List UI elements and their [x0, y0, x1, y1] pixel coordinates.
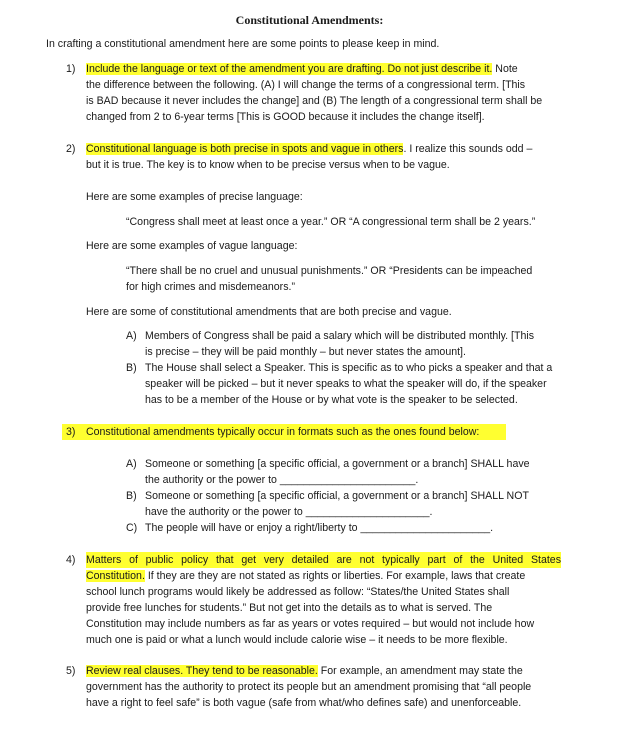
- vague-example-line-1: “There shall be no cruel and unusual punishments.” OR “Presidents can be impeached: [126, 265, 533, 277]
- point-4-line-3: school lunch programs would likely be addressed as follow: “States/the United States shall: [86, 586, 510, 598]
- point-1-line-3: is BAD because it never includes the change] and (B) The length of a congressional term shall be: [86, 95, 543, 107]
- point-4-line-6: much one is paid or what a lunch would include calorie wise – it needs to be more flexible.: [86, 634, 508, 646]
- example-a-label: A): [126, 330, 137, 342]
- both-intro: Here are some of constitutional amendments that are both precise and vague.: [86, 306, 452, 318]
- vague-intro: Here are some examples of vague language:: [86, 240, 298, 252]
- point-4-line-5: Constitution may include numbers as far as years or votes required – but would not include how: [86, 618, 535, 630]
- point-1-highlight: Include the language or text of the amendment you are drafting. Do not just describe it.: [86, 63, 493, 75]
- point-4-highlight-line-1: Matters of public policy that get very detailed are not typically part of the United States: [86, 554, 561, 566]
- point-2-number: 2): [66, 143, 76, 155]
- example-b-line-3: has to be a member of the House or by what vote is the speaker to be selected.: [145, 394, 518, 406]
- point-1-line-1: Include the language or text of the amendment you are drafting. Do not just describe it. Note: [86, 63, 518, 75]
- point-4-highlight-line-2: Constitution.: [86, 570, 145, 582]
- example-a-line-1: Members of Congress shall be paid a salary which will be distributed monthly. [This: [145, 330, 534, 342]
- point-3-number: 3): [66, 426, 76, 438]
- point-5-line-3: have a right to feel safe” is both vague (safe from what/who defines safe) and unenforceable.: [86, 697, 522, 709]
- precise-example: “Congress shall meet at least once a year.” OR “A congressional term shall be 2 years.”: [126, 216, 536, 228]
- point-1-line-2: the difference between the following. (A) I will change the terms of a congressional term. [This: [86, 79, 526, 91]
- example-b-line-2: speaker will be picked – but it never speaks to what the speaker will do, if the speaker: [145, 378, 547, 390]
- point-2-line-2: but it is true. The key is to know when to be precise versus when to be vague.: [86, 159, 450, 171]
- format-a-line-1: Someone or something [a specific official, a government or a branch] SHALL have: [145, 458, 530, 470]
- example-b-line-1: The House shall select a Speaker. This is specific as to who picks a speaker and that a: [145, 362, 553, 374]
- point-4-line-2: Constitution. If they are they are not stated as rights or liberties. For example, laws that create: [86, 570, 526, 582]
- point-1-line-4: changed from 2 to 6-year terms [This is GOOD because it includes the change itself].: [86, 111, 485, 123]
- point-5-line-2: government has the authority to protect its people but an amendment promising that “all people: [86, 681, 532, 693]
- format-a-label: A): [126, 458, 137, 470]
- format-c-line-1: The people will have or enjoy a right/liberty to ______________________.: [145, 522, 494, 534]
- format-b-line-1: Someone or something [a specific official, a government or a branch] SHALL NOT: [145, 490, 529, 502]
- point-2-highlight: Constitutional language is both precise in spots and vague in others: [86, 143, 404, 155]
- point-2-line-1: Constitutional language is both precise in spots and vague in others. I realize this sounds odd –: [86, 143, 533, 155]
- document-title: Constitutional Amendments:: [235, 13, 384, 27]
- point-4-number: 4): [66, 554, 76, 566]
- example-b-label: B): [126, 362, 137, 374]
- point-1-number: 1): [66, 63, 76, 75]
- format-a-line-2: the authority or the power to _______________________.: [145, 474, 419, 486]
- intro-text: In crafting a constitutional amendment here are some points to please keep in mind.: [46, 38, 440, 50]
- point-3-highlight-row: [62, 424, 506, 440]
- point-5-line-1: Review real clauses. They tend to be reasonable. For example, an amendment may state the: [86, 665, 523, 677]
- format-b-line-2: have the authority or the power to _____________________.: [145, 506, 433, 518]
- point-4-line-4: provide free lunches for students.” But not get into the details as to what is served. The: [86, 602, 493, 614]
- point-5-highlight: Review real clauses. They tend to be reasonable.: [86, 665, 318, 677]
- vague-example-line-2: for high crimes and misdemeanors.”: [126, 281, 295, 293]
- point-3-highlight: Constitutional amendments typically occur in formats such as the ones found below:: [86, 426, 480, 438]
- point-5-number: 5): [66, 665, 76, 677]
- precise-intro: Here are some examples of precise language:: [86, 191, 303, 203]
- format-c-label: C): [126, 522, 138, 534]
- example-a-line-2: is precise – they will be paid monthly – but never states the amount].: [145, 346, 466, 358]
- format-b-label: B): [126, 490, 137, 502]
